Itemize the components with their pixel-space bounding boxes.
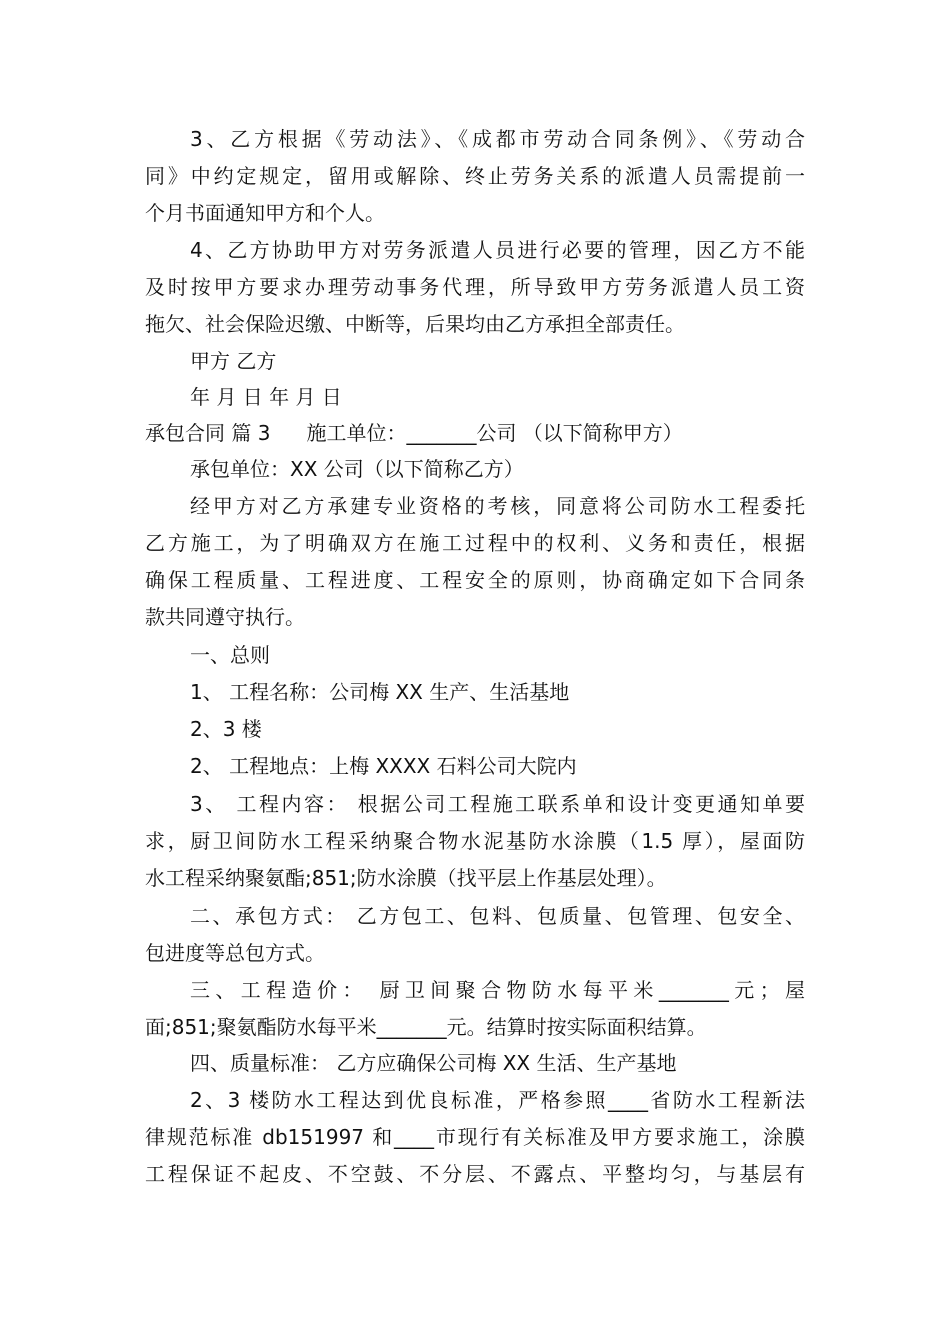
paragraph-line: 经甲方对乙方承建专业资格的考核，同意将公司防水工程委托 bbox=[190, 494, 805, 518]
list-item: 2、 工程地点：上梅 XXXX 石料公司大院内 bbox=[190, 754, 577, 778]
paragraph-line: 律规范标准 db151997 和____市现行有关标准及甲方要求施工，涂膜 bbox=[145, 1125, 805, 1149]
contract-heading: 承包合同 篇 3 bbox=[145, 421, 271, 445]
paragraph-line: 同》中约定规定，留用或解除、终止劳务关系的派遣人员需提前一 bbox=[145, 164, 805, 188]
paragraph-line: 拖欠、社会保险迟缴、中断等，后果均由乙方承担全部责任。 bbox=[145, 312, 685, 336]
signature-parties: 甲方 乙方 bbox=[190, 349, 277, 373]
paragraph-line: 3、乙方根据《劳动法》、《成都市劳动合同条例》、《劳动合 bbox=[190, 127, 805, 151]
paragraph-line: 款共同遵守执行。 bbox=[145, 605, 305, 629]
paragraph-line: 四、质量标准： 乙方应确保公司梅 XX 生活、生产基地 bbox=[190, 1051, 677, 1075]
signature-dates: 年 月 日 年 月 日 bbox=[190, 385, 342, 409]
paragraph-line: 个月书面通知甲方和个人。 bbox=[145, 201, 385, 225]
paragraph-line: 确保工程质量、工程进度、工程安全的原则，协商确定如下合同条 bbox=[145, 568, 805, 592]
paragraph-line: 及时按甲方要求办理劳动事务代理，所导致甲方劳务派遣人员工资 bbox=[145, 275, 805, 299]
paragraph-line: 二、承包方式： 乙方包工、包料、包质量、包管理、包安全、 bbox=[190, 904, 805, 928]
section-title: 一、总则 bbox=[190, 643, 270, 667]
list-item: 2、3 楼 bbox=[190, 717, 262, 741]
contractor-party: 承包单位：XX 公司（以下简称乙方） bbox=[190, 457, 524, 481]
paragraph-line: 工程保证不起皮、不空鼓、不分层、不露点、平整均匀，与基层有 bbox=[145, 1162, 805, 1186]
paragraph-line: 面;851;聚氨酯防水每平米_______元。结算时按实际面积结算。 bbox=[145, 1015, 707, 1039]
paragraph-line: 三、工程造价： 厨卫间聚合物防水每平米_______元；屋 bbox=[190, 978, 805, 1002]
paragraph-line: 2、3 楼防水工程达到优良标准，严格参照____省防水工程新法 bbox=[190, 1088, 805, 1112]
paragraph-line: 求，厨卫间防水工程采纳聚合物水泥基防水涂膜（1.5 厚），屋面防 bbox=[145, 829, 805, 853]
paragraph-line: 乙方施工，为了明确双方在施工过程中的权利、义务和责任，根据 bbox=[145, 531, 805, 555]
paragraph-line: 包进度等总包方式。 bbox=[145, 941, 325, 965]
section-heading-line bbox=[145, 415, 805, 451]
list-item: 3、 工程内容： 根据公司工程施工联系单和设计变更通知单要 bbox=[190, 792, 805, 816]
construction-party: 施工单位：_______公司 （以下简称甲方） bbox=[306, 421, 683, 445]
list-item: 1、 工程名称：公司梅 XX 生产、生活基地 bbox=[190, 680, 570, 704]
paragraph-line: 水工程采纳聚氨酯;851;防水涂膜（找平层上作基层处理）。 bbox=[145, 866, 667, 890]
paragraph-line: 4、乙方协助甲方对劳务派遣人员进行必要的管理，因乙方不能 bbox=[190, 238, 805, 262]
